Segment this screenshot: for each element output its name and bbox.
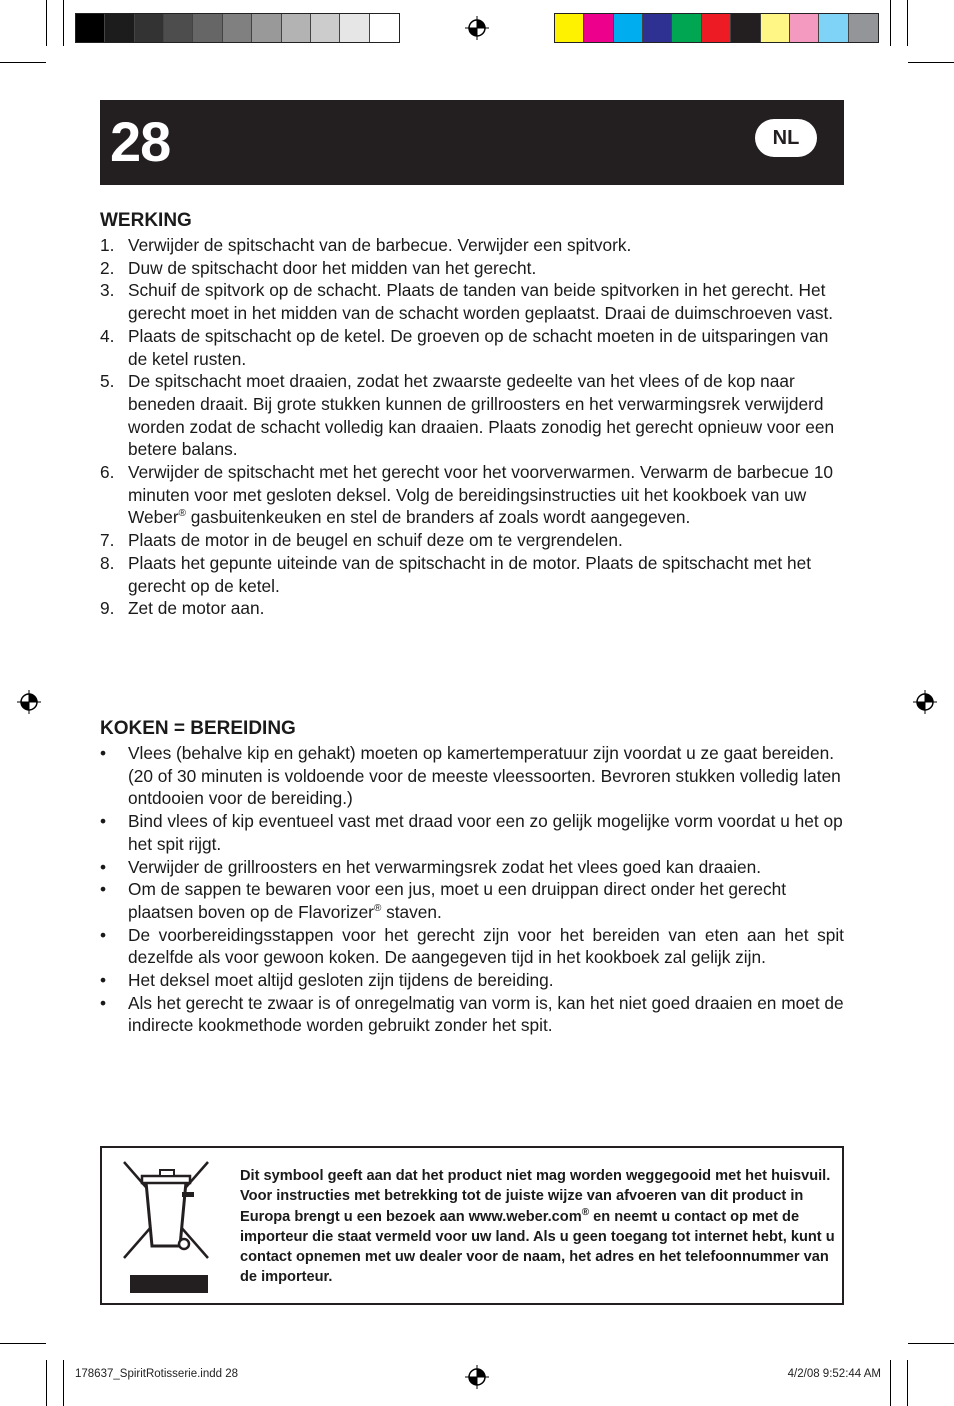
registration-mark-icon [913,690,937,714]
page-number: 28 [110,110,171,173]
list-marker: • [100,992,107,1013]
list-item [100,325,844,370]
color-swatch [105,14,134,42]
list-text: Bind vlees of kip eventueel vast met draad voor een zo gelijk mogelijke vorm voordat u het op het spit rijgt. [128,811,843,854]
list-text: Duw de spitschacht door het midden van het gerecht. [128,257,537,278]
color-swatch [731,14,760,42]
list-text: Verwijder de grillroosters en het verwarmingsrek zodat het vlees goed kan draaien. [128,856,762,877]
page-header [100,100,844,185]
koken-section [100,717,844,1037]
list-marker: • [100,924,107,945]
crop-mark [0,62,46,63]
list-item [100,279,844,324]
list-item [100,878,844,923]
list-text: De voorbereidingsstappen voor het gerecht zijn voor het bereiden van eten aan het spit dezelfde als voor gewoon koken. De aangegeven tijd in het kookboek zal gelijk zijn. [128,924,844,968]
color-swatch [761,14,790,42]
list-text: Het deksel moet altijd gesloten zijn tijdens de bereiding. [128,970,554,991]
list-item [100,597,844,620]
color-swatch [282,14,311,42]
color-swatch [252,14,281,42]
list-text: Verwijder de spitschacht van de barbecue. Verwijder een spitvork. [128,235,632,255]
list-item [100,924,844,969]
list-marker: 9. [100,598,115,619]
list-text: De spitschacht moet draaien, zodat het zwaarste gedeelte van het vlees of de kop naar beneden draait. Bij grote stukken kunnen de grillroosters en het verwarmingsrek verwijderd worden zodat de schacht volledig kan draaien. Plaats zonodig het gerecht opnieuw voor een betere balans. [128,371,835,460]
crop-mark [63,1360,64,1406]
crop-mark [908,62,954,63]
weee-bar [130,1275,208,1293]
registration-mark-icon [465,16,489,40]
color-swatch [790,14,819,42]
list-marker: • [100,970,107,991]
list-text: Als het gerecht te zwaar is of onregelmatig van vorm is, kan het niet goed draaien en moet de indirecte kookmethode worden gebruikt zonder het spit. [128,992,844,1036]
color-swatch [584,14,613,42]
list-item [100,461,844,529]
list-item [100,969,844,992]
list-marker: 6. [100,462,115,483]
color-swatch [223,14,252,42]
list-item [100,552,844,597]
list-marker: 7. [100,530,115,551]
list-marker: 4. [100,325,115,346]
tips-list [100,742,844,1037]
instruction-list [100,234,844,620]
crop-mark [0,1343,46,1344]
crop-mark [46,0,47,46]
color-swatch [340,14,369,42]
crop-mark [908,1343,954,1344]
list-item [100,370,844,461]
list-text: Verwijder de spitschacht met het gerecht voor het voorverwarmen. Verwarm de barbecue 10 minuten voor met gesloten deksel. Volg de bereidingsinstructies uit het kookboek van uw Weber® gasbuitenkeuken en stel de branders af zoals wordt aangegeven. [128,462,834,528]
registration-mark-icon [17,690,41,714]
file-info: 178637_SpiritRotisserie.indd 28 [75,1368,239,1380]
crossed-out-wheelie-bin-icon [122,1160,210,1260]
section-title: WERKING [100,210,192,231]
color-swatch [643,14,672,42]
language-badge: NL [755,119,817,157]
color-swatch [672,14,701,42]
list-marker: 8. [100,552,115,573]
list-marker: 2. [100,257,115,278]
color-swatch [849,14,878,42]
crop-mark [46,1360,47,1406]
color-swatch [76,14,105,42]
timestamp: 4/2/08 9:52:44 AM [787,1368,881,1380]
list-text: Om de sappen te bewaren voor een jus, moet u een druippan direct onder het gerecht plaatsen boven op de Flavorizer® staven. [128,879,787,922]
color-swatch [819,14,848,42]
list-item [100,810,844,855]
list-text: Plaats het gepunte uiteinde van de spitschacht in de motor. Plaats de spitschacht met het gerecht op de ketel. [128,552,812,596]
color-swatch [370,14,399,42]
list-marker: • [100,743,107,763]
list-item [100,992,844,1037]
werking-section [100,209,844,620]
crop-mark [63,0,64,46]
crop-mark [890,1360,891,1406]
section-title: KOKEN = BEREIDING [100,718,296,739]
color-swatch [311,14,340,42]
color-swatch [555,14,584,42]
crop-mark [907,0,908,46]
color-swatch [193,14,222,42]
crop-mark [907,1360,908,1406]
registration-mark-icon [465,1365,489,1389]
color-swatch [614,14,643,42]
list-marker: • [100,811,107,832]
cmyk-color-bar [554,13,879,43]
disposal-notice [100,1146,844,1305]
list-text: Plaats de motor in de beugel en schuif deze om te vergrendelen. [128,530,623,551]
list-text: Zet de motor aan. [128,598,265,619]
list-item [100,257,844,280]
list-text: Plaats de spitschacht op de ketel. De groeven op de schacht moeten in de uitsparingen van de ketel rusten. [128,325,829,369]
list-item [100,234,844,257]
color-swatch [135,14,164,42]
list-marker: 3. [100,280,115,301]
notice-text: Dit symbool geeft aan dat het product niet mag worden weggegooid met het huisvuil. Voor instructies met betrekking tot de juiste wijze van afvoeren van dit product in Europa brengt u een bezoek aan www.weber.com® en neemt u contact op met de importeur die staat vermeld voor uw land. Als u geen toegang tot internet hebt, kunt u contact opnemen met uw dealer voor de naam, het adres en het telefoonnummer van de importeur. [240,1168,835,1286]
grayscale-color-bar [75,13,400,43]
list-marker: • [100,879,107,900]
list-item [100,856,844,879]
list-text: Schuif de spitvork op de schacht. Plaats de tanden van beide spitvorken in het gerecht. Het gerecht moet in het midden van de schacht worden geplaatst. Draai de duimschroeven vast. [128,280,834,324]
color-swatch [702,14,731,42]
list-marker: • [100,856,107,877]
crop-mark [890,0,891,46]
list-item [100,742,844,810]
list-marker: 5. [100,371,115,392]
list-text: Vlees (behalve kip en gehakt) moeten op kamertemperatuur zijn voordat u ze gaat bereiden. (20 of 30 minuten is voldoende voor de meeste vleessoorten. Bevroren stukken volledig laten ontdooien voor de bereiding.) [128,743,841,809]
list-item [100,529,844,552]
list-marker: 1. [100,235,115,255]
color-swatch [164,14,193,42]
